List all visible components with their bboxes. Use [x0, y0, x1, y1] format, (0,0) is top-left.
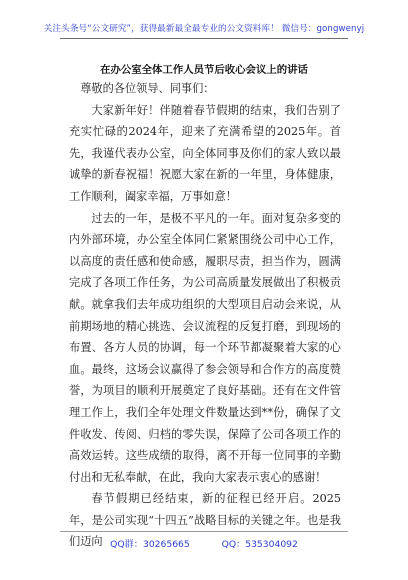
paragraph-2: 过去的一年，是极不平凡的一年。面对复杂多变的内外部环境，办公室全体同仁紧紧围绕公司中心工作，以高度的责任感和使命感，履职尽责，担当作为，圆满完成了各项工作任务，为公司高质量发展做出了积极贡献。就拿我们去年成功组织的大型项目启动会来说，从前期场地的精心挑选、会议流程的反复打磨，到现场的布置、各方人员的协调，每一个环节都凝聚着大家的心血。最终，这场会议赢得了参会领导和合作方的高度赞誉，为项目的顺利开展奠定了良好基础。还有在文件管理工作上，我们全年处理文件数量达到**份，确保了文件收发、传阅、归档的零失误，保障了公司各项工作的高效运转。这些成绩的取得，离不开每一位同事的辛勤付出和无私奉献，在此，我向大家表示衷心的感谢！ — [69, 211, 341, 484]
footer-qq-number: QQ：535304092 — [221, 539, 298, 550]
document-body — [69, 78, 341, 553]
paragraph-3: 春节假期已经结束，新的征程已经开启。2025年，是公司实现“十四五”战略目标的关键之年。也是我们迈向 — [69, 492, 341, 549]
footer-qq-group: QQ群：30265665 — [110, 539, 190, 550]
paragraph-1: 大家新年好！伴随着春节假期的结束，我们告别了充实忙碌的2024年，迎来了充满希望的2025年。首先，我谨代表办公室，向全体同事及你们的家人致以最诚挚的新春祝福！祝愿大家在新的一年里，身体健康，工作顺利，阖家幸福，万事如意！ — [69, 103, 341, 203]
page-title: 在办公室全体工作人员节后收心会议上的讲话 — [100, 64, 308, 76]
header-divider — [60, 38, 348, 39]
header-note: 关注头条号“公文研究”，获得最新最全最专业的公文资料库！ 微信号：gongwenyj — [43, 24, 365, 34]
footer-divider — [60, 531, 348, 532]
footer — [0, 536, 408, 550]
salutation: 尊敬的各位领导、同事们： — [80, 82, 215, 95]
